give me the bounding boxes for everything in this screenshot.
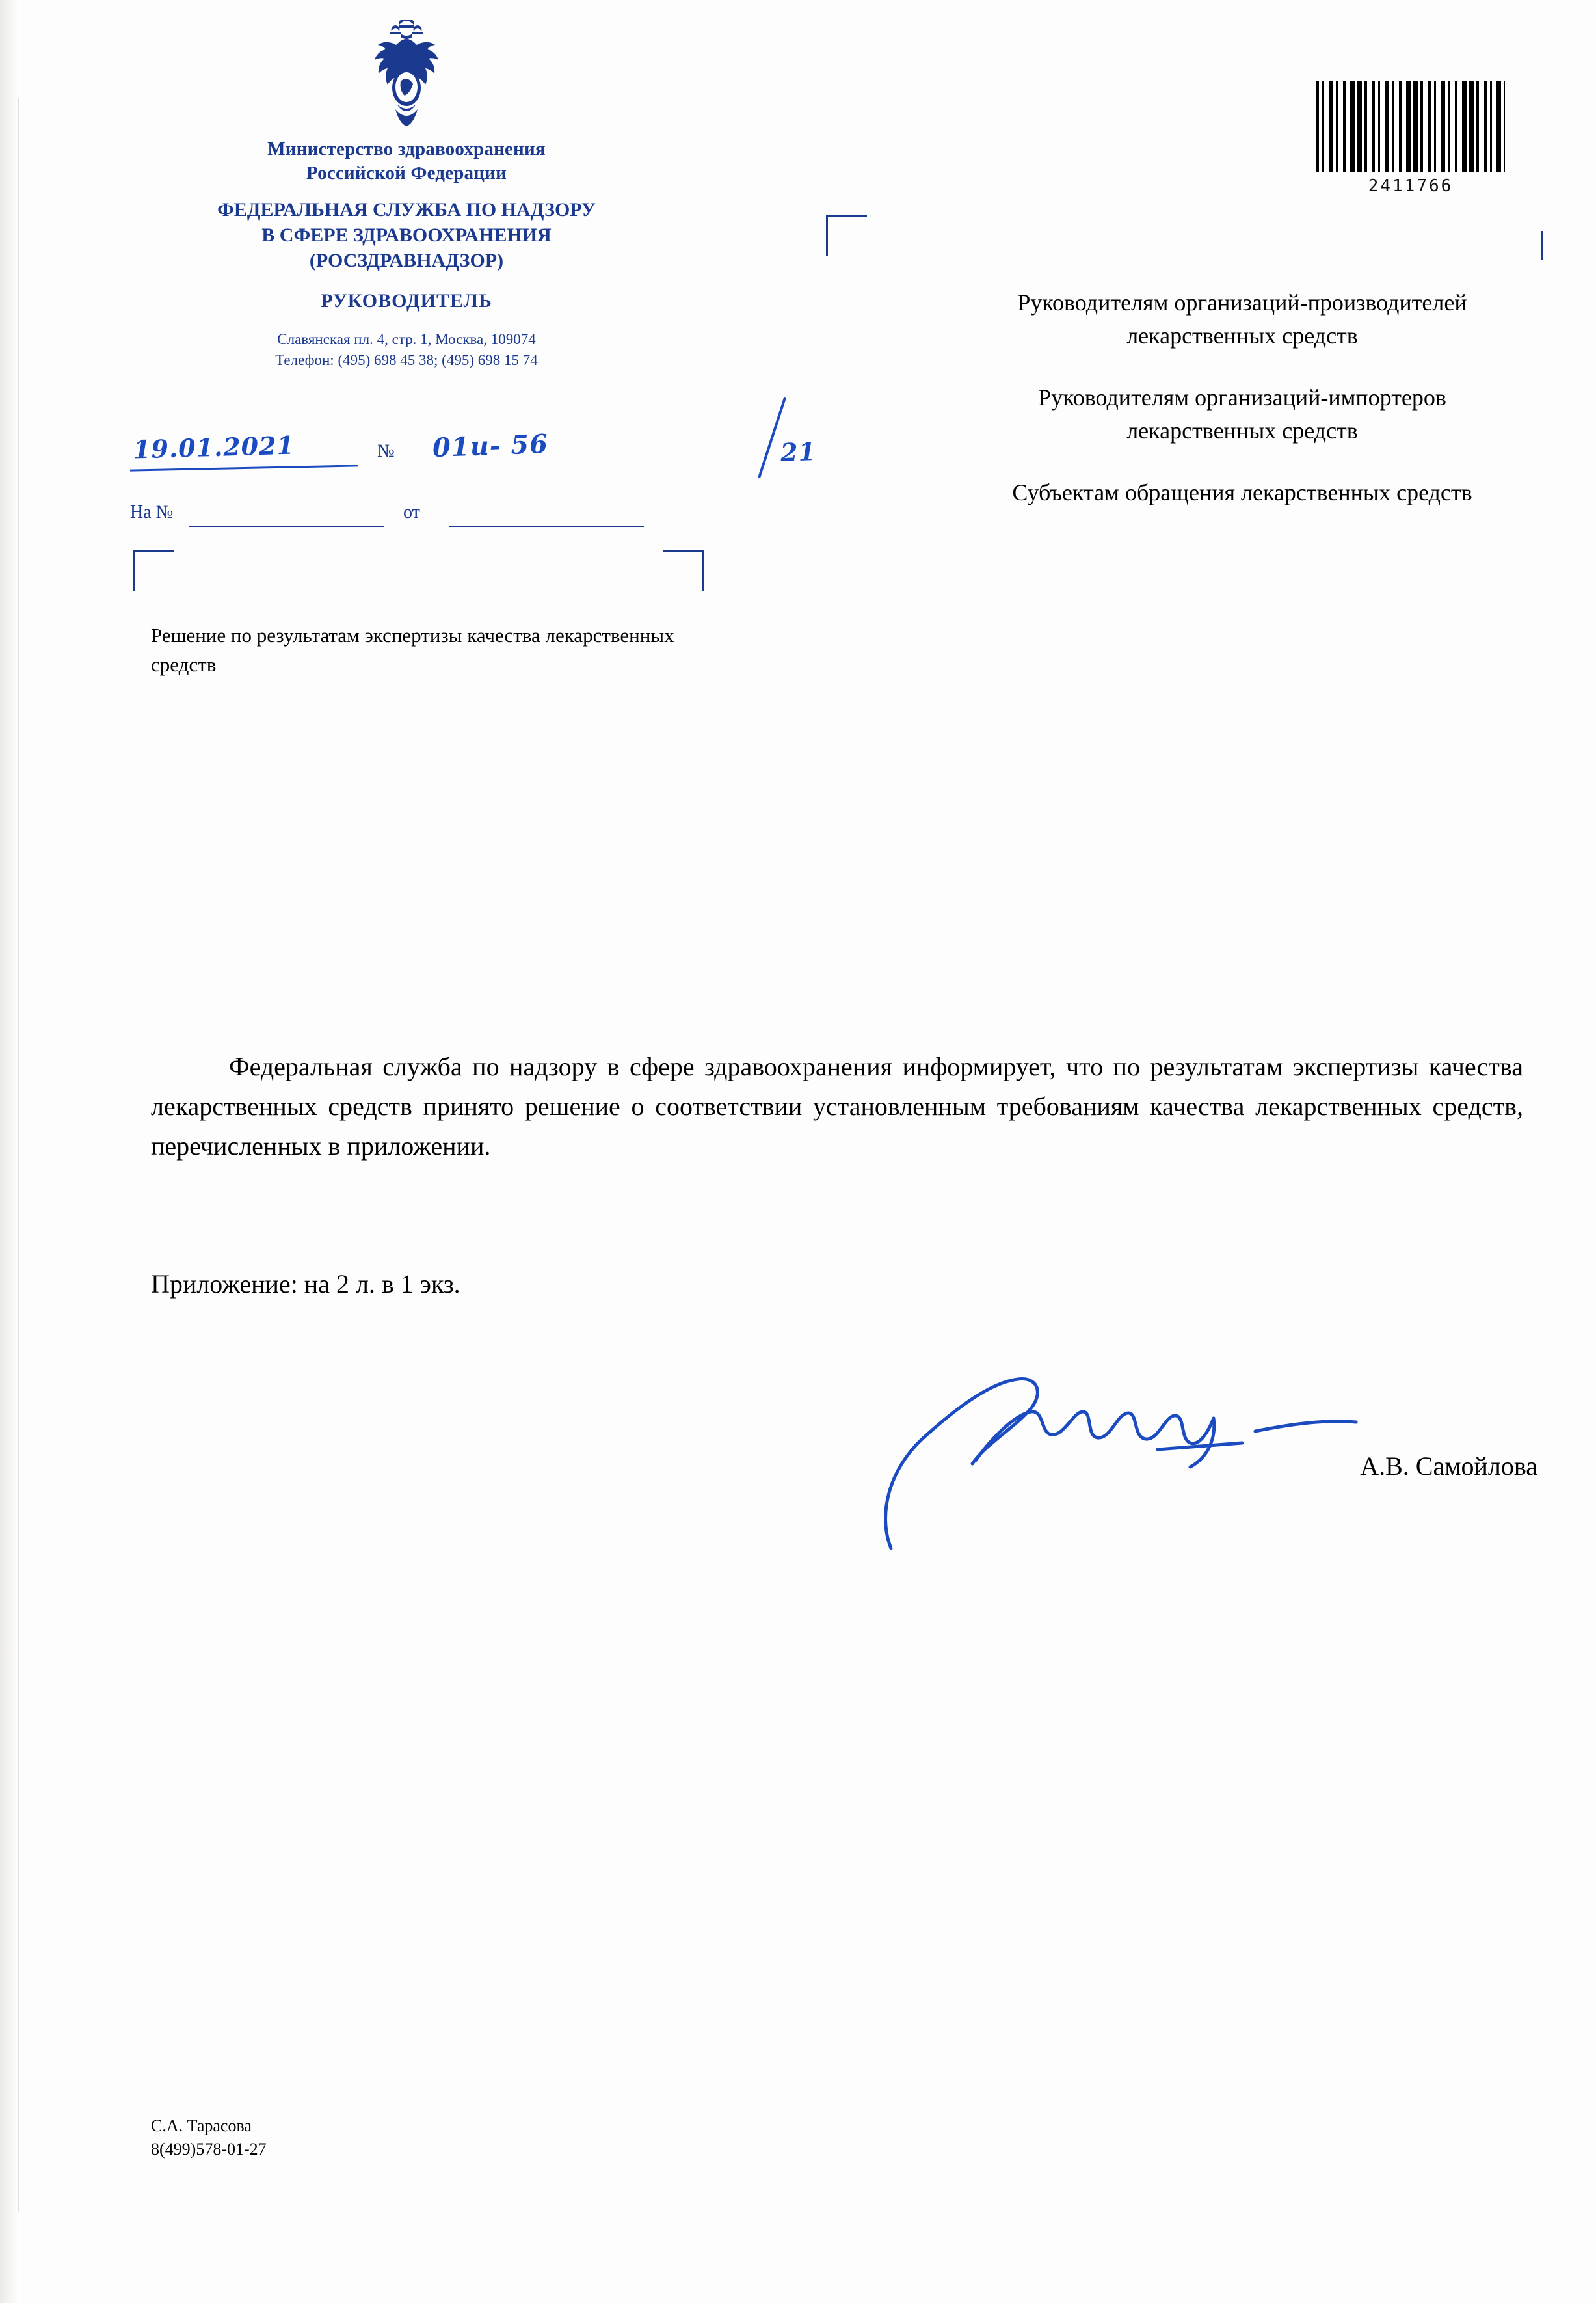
ministry-line-1: Министерство здравоохранения: [267, 139, 546, 159]
ministry-name: [127, 137, 686, 185]
addressee-line-3: Субъектам обращения лекарственных средств: [1012, 479, 1472, 506]
registration-line: [130, 428, 817, 475]
executor-block: [151, 2114, 267, 2162]
addressee-block: [963, 286, 1522, 510]
bracket-subject-top-right: [663, 550, 704, 591]
body-paragraph: Федеральная служба по надзору в сфере здравоохранения информирует, что по результатам экспертизы качества лекарственных средств принято решение о соответствии установленным требованиям качества лекарственных средств, перечисленных в приложении.: [151, 1052, 1523, 1161]
position-title: РУКОВОДИТЕЛЬ: [321, 290, 492, 312]
body-paragraph-container: [151, 1047, 1523, 1166]
barcode-block: [1316, 81, 1505, 196]
attachment-note: Приложение: на 2 л. в 1 экз.: [151, 1269, 460, 1299]
registration-number-suffix-handwritten: 21: [780, 437, 817, 467]
letterhead-address: [127, 329, 686, 371]
phone-line: Телефон: (495) 698 45 38; (495) 698 15 74: [275, 352, 538, 369]
addressee-line-1: Руководителям организаций-производителей лекарственных средств: [1017, 290, 1467, 349]
reply-number-label: На №: [130, 502, 174, 522]
number-symbol: №: [377, 441, 395, 461]
reply-date-label: от: [403, 502, 420, 522]
executor-name: С.А. Тарасова: [151, 2116, 252, 2135]
bracket-right-edge: [1541, 231, 1543, 260]
bracket-top-right-area: [826, 215, 867, 256]
registration-date-handwritten: 19.01.2021: [133, 430, 295, 465]
scan-edge-shadow: [0, 0, 20, 2303]
service-line-3: (РОСЗДРАВНАДЗОР): [309, 250, 504, 272]
russian-coat-of-arms-icon: [358, 20, 455, 133]
ministry-line-2: Российской Федерации: [306, 163, 507, 184]
scan-edge-line: [18, 98, 19, 2212]
document-subject: Решение по результатам экспертизы качества лекарственных средств: [151, 624, 674, 676]
barcode-number: 2411766: [1368, 176, 1454, 196]
registration-number-handwritten: 01и- 56: [432, 428, 549, 464]
registration-date-underline: [130, 465, 358, 471]
bracket-subject-top-left: [133, 550, 174, 591]
letterhead: [127, 20, 686, 371]
reply-number-rule: [189, 526, 384, 527]
barcode-image: [1316, 81, 1505, 172]
service-name: [127, 197, 686, 273]
signer-name: А.В. Самойлова: [1360, 1451, 1537, 1481]
reply-date-rule: [449, 526, 644, 527]
signature-handwritten-icon: [852, 1334, 1372, 1561]
addressee-line-2: Руководителям организаций-импортеров лекарственных средств: [1038, 384, 1446, 444]
executor-phone: 8(499)578-01-27: [151, 2140, 267, 2159]
service-line-1: ФЕДЕРАЛЬНАЯ СЛУЖБА ПО НАДЗОРУ: [217, 199, 596, 221]
service-line-2: В СФЕРЕ ЗДРАВООХРАНЕНИЯ: [261, 224, 552, 247]
postal-address: Славянская пл. 4, стр. 1, Москва, 109074: [277, 331, 536, 348]
